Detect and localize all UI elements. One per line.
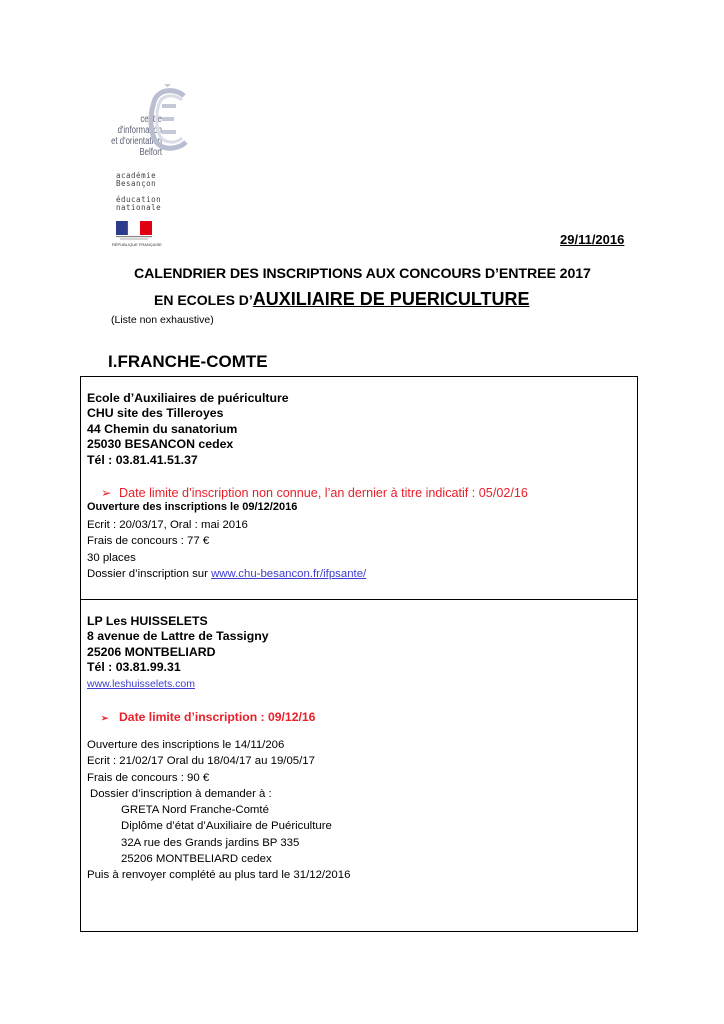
dossier-address-line: GRETA Nord Franche-Comté: [121, 804, 269, 817]
address-line: Ecole d’Auxiliaires de puériculture: [87, 391, 289, 405]
title-prefix: EN ECOLES D’: [154, 292, 253, 308]
deadline-text: Date limite d’inscription non connue, l’an dernier à titre indicatif : 05/02/16: [119, 486, 528, 500]
detail-line: 30 places: [87, 551, 136, 564]
logo-line: et d'orientation: [111, 136, 162, 147]
deadline-item: [101, 710, 315, 724]
dossier-address-line: 25206 MONTBELIARD cedex: [121, 853, 272, 866]
detail-line: Ecrit : 20/03/17, Oral : mai 2016: [87, 519, 248, 531]
logo-republique: RÉPUBLIQUE FRANÇAISE: [112, 242, 162, 247]
table-divider: [80, 599, 638, 600]
address-line: 8 avenue de Lattre de Tassigny: [87, 629, 269, 644]
detail-line: Ouverture des inscriptions le 14/11/206: [87, 739, 285, 751]
school-address-block: [87, 614, 269, 676]
website-link[interactable]: www.leshuisselets.com: [87, 678, 195, 690]
logo-e-icon: [148, 84, 188, 154]
deadline-item: [101, 485, 528, 500]
dossier-line: [87, 566, 366, 582]
dossier-address-line: 32A rue des Grands jardins BP 335: [121, 836, 300, 849]
page-title-line2: [154, 289, 529, 310]
logo-line: nationale: [116, 203, 162, 212]
deadline-text: Date limite d’inscription : 09/12/16: [119, 710, 316, 724]
logo-education: [116, 196, 161, 212]
logo-line: centre d'information: [117, 114, 162, 136]
address-line: 25206 MONTBELIARD: [87, 644, 216, 659]
logo-line: éducation: [116, 195, 162, 204]
page-title: CALENDRIER DES INSCRIPTIONS AUX CONCOURS D’ENTREE 2017: [134, 266, 591, 282]
dossier-prefix: Dossier d’inscription sur: [87, 567, 212, 580]
logo-line: académie: [116, 171, 157, 180]
details-block: [87, 517, 366, 582]
dossier-link[interactable]: www.chu-besancon.fr/ifpsante/: [211, 567, 367, 580]
logo-academie: [116, 172, 156, 188]
page-subtitle: (Liste non exhaustive): [111, 314, 214, 326]
section-title: I.FRANCHE-COMTE: [108, 352, 268, 371]
document-date: 29/11/2016: [560, 232, 625, 247]
detail-line: Frais de concours : 90 €: [87, 771, 210, 784]
marianne-logo-icon: [116, 221, 152, 241]
arrow-bullet-icon: ➢: [101, 486, 112, 500]
phone-line: Tél : 03.81.41.51.37: [87, 452, 198, 467]
school-address-block: [87, 391, 289, 468]
address-line: 44 Chemin du sanatorium: [87, 421, 238, 436]
phone-line: Tél : 03.81.99.31: [87, 660, 181, 675]
details-block: [87, 737, 350, 884]
address-line: 25030 BESANCON cedex: [87, 437, 234, 452]
address-line: LP Les HUISSELETS: [87, 614, 208, 628]
detail-line: Frais de concours : 77 €: [87, 535, 210, 548]
cio-logo: [82, 84, 190, 249]
logo-line: Besançon: [116, 179, 157, 188]
arrow-bullet-icon: ➢: [101, 713, 109, 723]
dossier-address-line: Diplôme d’état d’Auxiliaire de Puériculture: [121, 820, 332, 833]
opening-date: Ouverture des inscriptions le 09/12/2016: [87, 501, 298, 513]
detail-line: Ecrit : 21/02/17 Oral du 18/04/17 au 19/05/17: [87, 755, 315, 768]
address-line: CHU site des Tilleroyes: [87, 406, 224, 421]
title-main: AUXILIAIRE DE PUERICULTURE: [252, 289, 530, 309]
logo-line: Belfort: [139, 147, 162, 158]
closing-line: Puis à renvoyer complété au plus tard le 31/12/2016: [87, 869, 351, 882]
dossier-intro: Dossier d’inscription à demander à :: [90, 787, 272, 800]
